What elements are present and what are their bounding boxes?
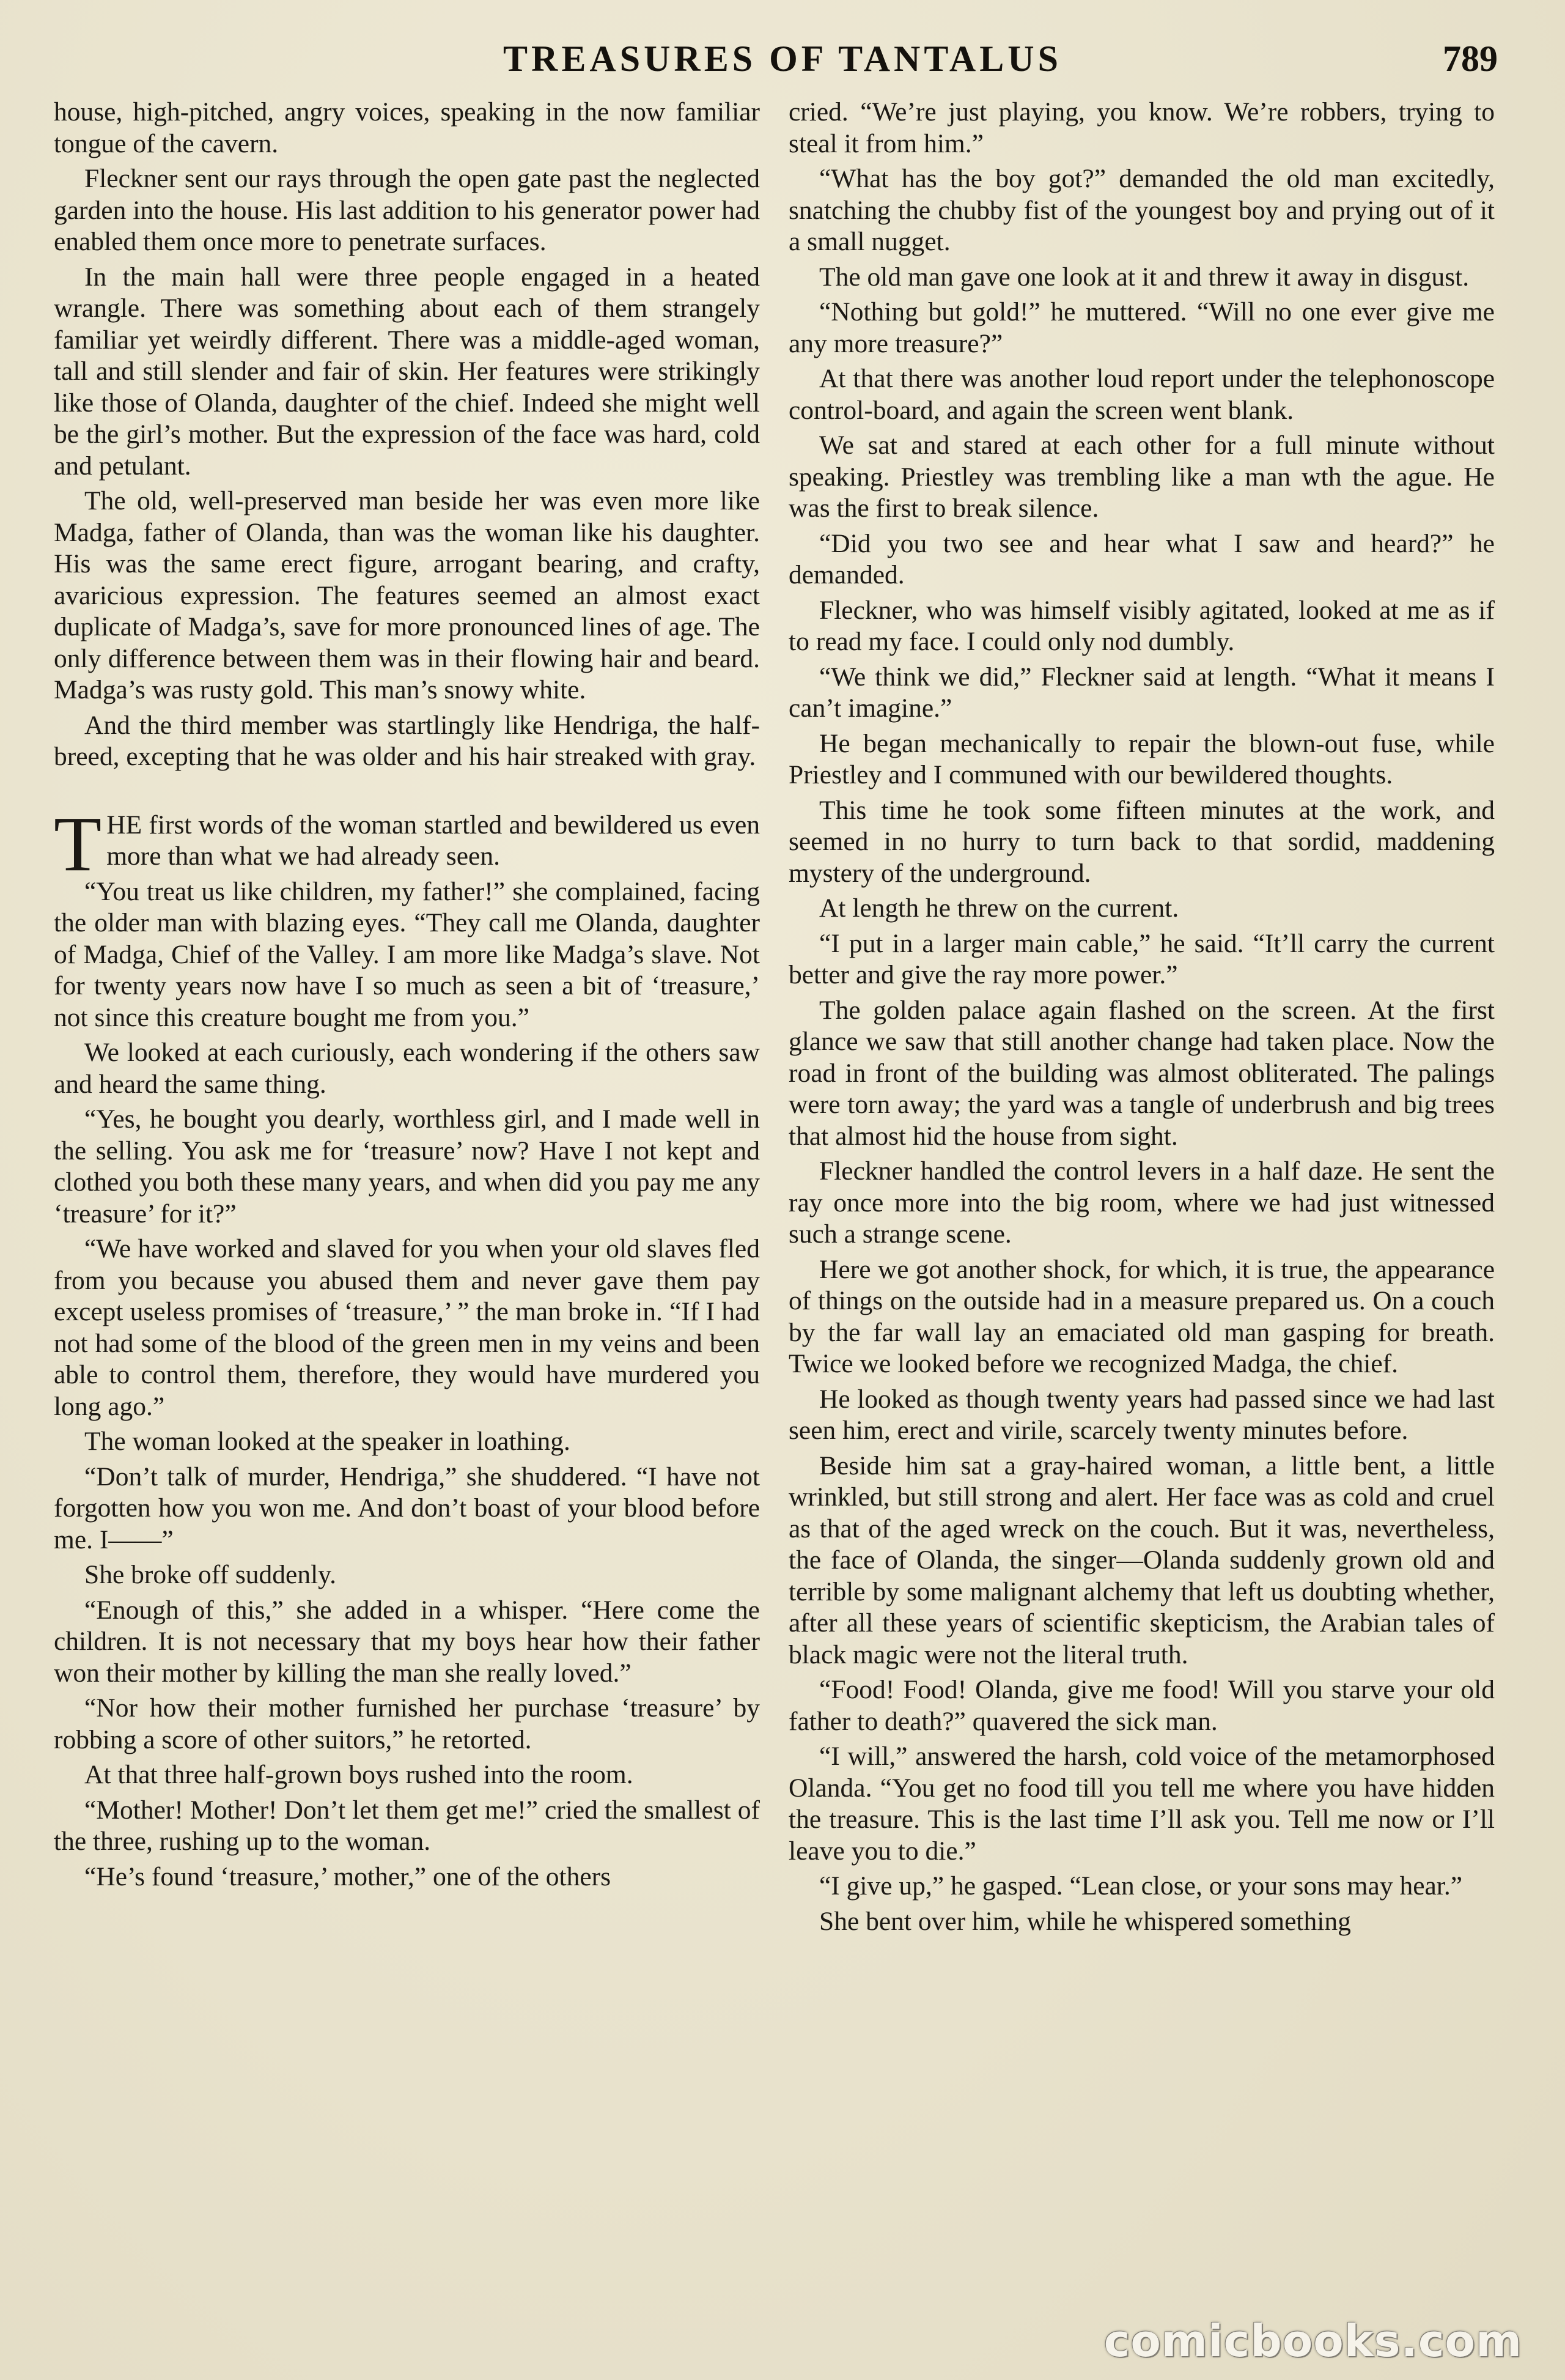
paragraph: “Did you two see and hear what I saw and heard?” he demanded. [789,528,1495,589]
paragraph: cried. “We’re just playing, you know. We’re robbers, trying to steal it from him.” [789,97,1495,158]
paragraph: Beside him sat a gray-haired woman, a little bent, a little wrinkled, but still strong and alert. Her face was as cold and cruel as that of the aged wreck on the couch. But it was, nevertheless, the face of Olanda, the singer—Olanda suddenly grown old and terrible by some malignant alchemy that left us doubting whether, after all these years of scientific skepticism, the Arabian tales of black magic were not the literal truth. [789,1451,1495,1669]
paragraph: She bent over him, while he whispered something [819,1906,1351,1936]
paragraph: “Nor how their mother furnished her purchase ‘treasure’ by robbing a score of other suitors,” he retorted. [54,1693,760,1754]
paragraph: “He’s found ‘treasure,’ mother,” one of the others [84,1861,611,1891]
paragraph: This time he took some fifteen minutes at the work, and seemed in no hurry to turn back to that sordid, maddening mystery of the underground. [789,795,1495,888]
paragraph: Here we got another shock, for which, it is true, the appearance of things on the outside had in a measure prepared us. On a couch by the far wall lay an emaciated old man gasping for breath. Twice we looked before we recognized Madga, the chief. [789,1254,1495,1378]
paragraph: “I put in a larger main cable,” he said. “It’ll carry the current better and give the ray more power.” [789,928,1495,989]
paragraph: At that there was another loud report under the telephonoscope control-board, and again the screen went blank. [789,364,1495,425]
drop-cap: T [54,800,102,887]
paragraph-text: HE first words of the woman startled and bewildered us even more than what we had already seen. [106,810,760,871]
paragraph: house, high-pitched, angry voices, speaking in the now familiar tongue of the cavern. [54,97,760,158]
paragraph: The woman looked at the speaker in loathing. [84,1427,570,1456]
paragraph: “Don’t talk of murder, Hendriga,” she shuddered. “I have not forgotten how you won me. And don’t boast of your blood before me. I——” [54,1462,760,1554]
page-number: 789 [1443,39,1498,79]
paragraph: At length he threw on the current. [819,893,1179,923]
paragraph: “You treat us like children, my father!” she complained, facing the older man with blazing eyes. “They call me Olanda, daughter of Madga, Chief of the Valley. I am more like Madga’s slave. Not for twenty years now have I so much as seen a bit of ‘treasure,’ not since this creature bought me from you.” [54,876,760,1032]
paragraph: “We have worked and slaved for you when your old slaves fled from you because you abused them and never gave them pay except useless promises of ‘treasure,’ ” the man broke in. “If I had not had some of the blood of the green men in my veins and been able to control them, therefore, they would have murdered you long ago.” [54,1234,760,1421]
paragraph: “Enough of this,” she added in a whisper. “Here come the children. It is not necessary that my boys hear how their father won their mother by killing the man she really loved.” [54,1595,760,1688]
right-column [789,97,1495,1941]
paragraph: “I give up,” he gasped. “Lean close, or your sons may hear.” [819,1871,1463,1901]
paragraph: “I will,” answered the harsh, cold voice of the metamorphosed Olanda. “You get no food till you tell me where you have hidden the treasure. This is the last time I’ll ask you. Tell me now or I’ll leave you to die.” [789,1742,1495,1866]
paragraph: “Nothing but gold!” he muttered. “Will no one ever give me any more treasure?” [789,297,1495,358]
paragraph: The golden palace again flashed on the screen. At the first glance we saw that still another change had taken place. Now the road in front of the building was almost obliterated. The palings were torn away; the yard was a tangle of underbrush and big trees that almost hid the house from sight. [789,995,1495,1151]
paragraph: In the main hall were three people engaged in a heated wrangle. There was something about each of them strangely familiar yet weirdly different. There was a middle-aged woman, tall and still slender and fair of skin. Her features were strikingly like those of Olanda, daughter of the chief. Indeed she might well be the girl’s mother. But the expression of the face was hard, cold and petulant. [54,262,760,481]
section-opening-paragraph [54,800,760,887]
paragraph: And the third member was startlingly like Hendriga, the half-breed, excepting that he was older and his hair streaked with gray. [54,710,760,771]
paragraph: “Food! Food! Olanda, give me food! Will you starve your old father to death?” quavered the sick man. [789,1675,1495,1736]
paragraph: He began mechanically to repair the blown-out fuse, while Priestley and I communed with our bewildered thoughts. [789,728,1495,789]
paragraph: At that three half-grown boys rushed into the room. [84,1760,633,1789]
paragraph: “We think we did,” Fleckner said at length. “What it means I can’t imagine.” [789,662,1495,723]
paragraph: “Yes, he bought you dearly, worthless girl, and I made well in the selling. You ask me for ‘treasure’ now? Have I not kept and clothed you both these many years, and when did you pay me any ‘treasure’ for it?” [54,1104,760,1229]
paragraph: Fleckner, who was himself visibly agitated, looked at me as if to read my face. I could only nod dumbly. [789,595,1495,656]
paragraph: Fleckner sent our rays through the open gate past the neglected garden into the house. His last addition to his generator power had enabled them once more to penetrate surfaces. [54,164,760,256]
paragraph: “What has the boy got?” demanded the old man excitedly, snatching the chubby fist of the youngest boy and prying out of it a small nugget. [789,164,1495,256]
paragraph: We looked at each curiously, each wondering if the others saw and heard the same thing. [54,1038,760,1099]
paragraph: We sat and stared at each other for a full minute without speaking. Priestley was trembling like a man wth the ague. He was the first to break silence. [789,431,1495,523]
paragraph: He looked as though twenty years had passed since we had last seen him, erect and virile, scarcely twenty minutes before. [789,1384,1495,1445]
left-column [54,97,760,1896]
page-header [0,38,1565,87]
site-watermark: comicbooks.com [1103,2315,1522,2367]
paragraph: The old man gave one look at it and threw it away in disgust. [819,262,1470,292]
paragraph: “Mother! Mother! Don’t let them get me!” cried the smallest of the three, rushing up to the woman. [54,1795,760,1856]
running-title: TREASURES OF TANTALUS [503,39,1062,79]
paragraph: She broke off suddenly. [84,1560,336,1589]
paragraph: The old, well-preserved man beside her was even more like Madga, father of Olanda, than was the woman like his daughter. His was the same erect figure, arrogant bearing, and crafty, avaricious expression. The features seemed an almost exact duplicate of Madga’s, save for more pronounced lines of age. The only difference between them was in their flowing hair and beard. Madga’s was rusty gold. This man’s snowy white. [54,486,760,704]
paragraph: Fleckner handled the control levers in a half daze. He sent the ray once more into the big room, where we had just witnessed such a strange scene. [789,1156,1495,1249]
